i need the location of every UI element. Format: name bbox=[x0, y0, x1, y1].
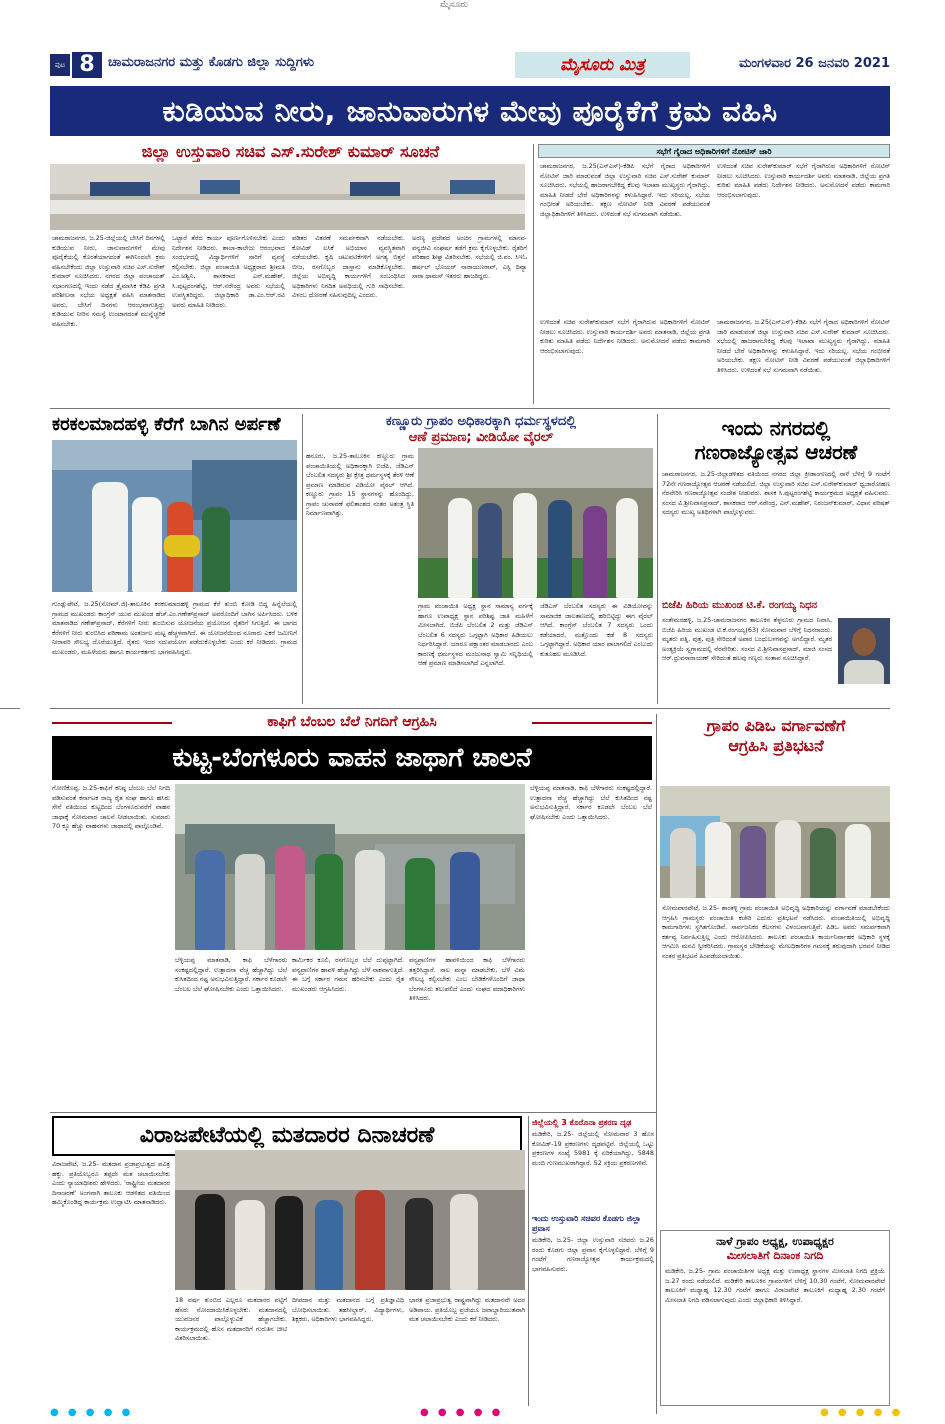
reservation-headline-1: ನಾಳೆ ಗ್ರಾಪಂ ಅಧ್ಯಕ್ಷ, ಉಪಾಧ್ಯಕ್ಷರ bbox=[716, 1235, 834, 1248]
registration-marks-center: ● ● ● ● ● bbox=[420, 1407, 504, 1418]
tour-body: ಮಡಿಕೇರಿ, ಜ.25- ಜಿಲ್ಲಾ ಉಸ್ತುವಾರಿ ಸಚಿವರು ಜ.26 ರಂದು ಕೊಡಗು ಜಿಲ್ಲಾ ಪ್ರವಾಸ ಕೈಗೊಳ್ಳಲಿದ್ದಾರೆ. ಬೆಳಿಗ್ಗೆ 9 ಗಂಟೆಗೆ ಗಣರಾಜ್ಯೋತ್ಸವ ಕಾರ್ಯಕ್ರಮದಲ್ಲಿ ಭಾಗವಹಿಸುವರು. bbox=[532, 1236, 654, 1273]
registration-marks-right: ● ● ● ● ● bbox=[820, 1407, 904, 1418]
side-body-col4: ಚಾಮರಾಜನಗರ, ಜ.25(ಎಸ್‍ಎಸ್)-ಕೆಡಿಪಿ ಸಭೆಗೆ ಗೈರಾದ ಅಧಿಕಾರಿಗಳಿಗೆ ನೋಟಿಸ್ ಜಾರಿ ಮಾಡುವಂತೆ ಜಿಲ್ಲಾ ಉಸ್ತುವಾರಿ ಸಚಿವ ಎಸ್.ಸುರೇಶ್ ಕುಮಾರ್ ಸೂಚಿಸಿದರು. ಸಭೆಯಲ್ಲಿ ಹಾಜರಾಗಬೇಕಿದ್ದ ಕೆಲವು ಇಲಾಖಾ ಮುಖ್ಯಸ್ಥರು ಗೈರಾಗಿದ್ದು, ಮಾಹಿತಿ ನೀಡದೆ ಬೇರೆ ಅಧಿಕಾರಿಗಳನ್ನು ಕಳುಹಿಸಿದ್ದಾರೆ. ಇದು ಸರಿಯಲ್ಲ. ಸಭೆಯ ಗಂಭೀರತೆ ಅರಿಯಬೇಕು. ತಕ್ಷಣ ನೋಟಿಸ್ ನೀಡಿ ವಿವರಣೆ ಪಡೆಯುವಂತೆ ಜಿಲ್ಲಾಧಿಕಾರಿಗಳಿಗೆ ತಿಳಿಸಿದರು. ಉಳಿದಂತೆ ಸಭೆ ಸುಗಮವಾಗಿ ನಡೆಯಿತು. bbox=[717, 318, 890, 374]
reservation-body: ಮಡಿಕೇರಿ, ಜ.25- ಗ್ರಾಮ ಪಂಚಾಯಿತಿಗಳ ಅಧ್ಯಕ್ಷ ಮತ್ತು ಉಪಾಧ್ಯಕ್ಷ ಸ್ಥಾನಗಳ ಮೀಸಲಾತಿ ನಿಗದಿ ಪ್ರಕ್ರಿಯೆ ಜ.27 ರಂದು ನಡೆಯಲಿದೆ. ಮಡಿಕೇರಿ ತಾಲೂಕಿನ ಗ್ರಾಪಂಗಳಿಗೆ ಬೆಳಿಗ್ಗೆ 10.30 ಗಂಟೆಗೆ, ಸೋಮವಾರಪೇಟೆ ತಾಲೂಕಿಗೆ ಮಧ್ಯಾಹ್ನ 12.30 ಗಂಟೆಗೆ ಹಾಗೂ ವಿರಾಜಪೇಟೆ ತಾಲೂಕಿಗೆ ಮಧ್ಯಾಹ್ನ 2.30 ಗಂಟೆಗೆ ಮೀಸಲಾತಿ ನಿಗದಿ ಪಡಿಸಲಾಗುವುದು ಎಂದು ಜಿಲ್ಲಾಧಿಕಾರಿ ತಿಳಿಸಿದ್ದಾರೆ. bbox=[665, 1267, 885, 1304]
oath-body-col1: ಹನೂರು, ಜ.25-ತಾಲೂಕಿನ ಕಣ್ಣೂರು ಗ್ರಾಮ ಪಂಚಾಯಿತಿಯಲ್ಲಿ ಅಧಿಕಾರಕ್ಕಾಗಿ ಬಿಜೆಪಿ, ಜೆಡಿಎಸ್ ಬೆಂಬಲಿತ ಸದಸ್ಯರು ಶ್ರೀ ಕ್ಷೇತ್ರ ಧರ್ಮಸ್ಥಳಕ್ಕೆ ತೆರಳಿ ಆಣೆ ಪ್ರಮಾಣ ಮಾಡಿರುವ ವಿಡಿಯೋ ವೈರಲ್ ಆಗಿದೆ. ಕಣ್ಣೂರು ಗ್ರಾಪಂ 15 ಸ್ಥಾನಗಳನ್ನು ಹೊಂದಿದ್ದು, ಗ್ರಾಪಂ ಚುನಾವಣೆ ಫಲಿತಾಂಶದ ನಂತರ ಅತಂತ್ರ ಸ್ಥಿತಿ ನಿರ್ಮಾಣವಾಗಿತ್ತು. bbox=[306, 452, 414, 517]
coffee-rally-photo bbox=[175, 784, 525, 950]
reservation-box bbox=[660, 1230, 890, 1406]
lead-body-col3: ಪಡಿತರ ವಿತರಣೆ ಸಮರ್ಪಕವಾಗಿ ನಡೆಯಬೇಕು. ಕೋವಿಡ್ ಲಸಿಕೆ ಅಭಿಯಾನ ವ್ಯವಸ್ಥಿತವಾಗಿ ನಡೆಯಬೇಕು. ಕೃಷಿ ಚಟುವಟಿಕೆಗಳಿಗೆ ಅಗತ್ಯ ಬಿತ್ತನೆ ಬೀಜ, ರಸಗೊಬ್ಬರ ದಾಸ್ತಾನು ಮಾಡಿಕೊಳ್ಳಬೇಕು. ಜಿಲ್ಲೆಯ ಅಭಿವೃದ್ಧಿ ಕಾರ್ಯಗಳಿಗೆ ಸಂಬಂಧಿಸಿದ ಅಧಿಕಾರಿಗಳು ನಿಗದಿತ ಅವಧಿಯಲ್ಲಿ ಗುರಿ ಸಾಧಿಸಬೇಕು. ವಿಳಂಬ ಧೋರಣೆ ಸಹಿಸುವುದಿಲ್ಲ ಎಂದರು. bbox=[292, 234, 405, 299]
obituary-body: ಸಂತೇಮರಹಳ್ಳಿ, ಜ.25-ಚಾಮರಾಜನಗರ ತಾಲೂಕಿನ ತೆಳ್ಳನೂರು ಗ್ರಾಮದ ನಿವಾಸಿ, ಬಿಜೆಪಿ ಹಿರಿಯ ಮುಖಂಡ ಟಿ.ಕೆ.ರಂಗಯ್ಯ(63) ಸೋಮವಾರ ಬೆಳಿಗ್ಗೆ ನಿಧನರಾದರು. ಮೃತರು ಪತ್ನಿ, ಪುತ್ರ, ಪುತ್ರಿ ಸೇರಿದಂತೆ ಅಪಾರ ಬಂಧುಬಳಗವನ್ನು ಅಗಲಿದ್ದಾರೆ. ಮೃತರ ಅಂತ್ಯಕ್ರಿಯೆ ಸ್ವಗ್ರಾಮದಲ್ಲಿ ನೆರವೇರಿತು. ಸಂಸದ ವಿ.ಶ್ರೀನಿವಾಸಪ್ರಸಾದ್, ಮಾಜಿ ಸಂಸದ ಆರ್.ಧ್ರುವನಾರಾಯಣ್ ಸೇರಿದಂತೆ ಹಲವು ಗಣ್ಯರು ಸಂತಾಪ ಸೂಚಿಸಿದ್ದಾರೆ. bbox=[662, 616, 832, 662]
lead-body-col2: ಒಟ್ಟಾರೆ ತೆರೆದ ಕಾರ್ಯ ಪೂರ್ಣಗೊಳಿಸಬೇಕು ಎಂದು ನಿರ್ದೇಶನ ನೀಡಿದರು. ಶಾಲಾ-ಕಾಲೇಜು ಆರಂಭವಾದ ಸಂದರ್ಭದಲ್ಲಿ ವಿದ್ಯಾರ್ಥಿಗಳಿಗೆ ಸಾರಿಗೆ ವ್ಯವಸ್ಥೆ ಕಲ್ಪಿಸಬೇಕು. ಜಿಲ್ಲಾ ಪಂಚಾಯಿತಿ ಅಧ್ಯಕ್ಷರಾದ ಶ್ರೀಮತಿ ಎಂ.ಅಶ್ವಿನಿ, ಶಾಸಕರಾದ ಎನ್.ಮಹೇಶ್, ಸಿ.ಪುಟ್ಟರಂಗಶೆಟ್ಟಿ, ಆರ್.ನರೇಂದ್ರ ಅವರು ಸಭೆಯಲ್ಲಿ ಉಪಸ್ಥಿತರಿದ್ದರು. ಜಿಲ್ಲಾಧಿಕಾರಿ ಡಾ.ಎಂ.ಆರ್.ರವಿ ಅವರು ಮಾಹಿತಿ ನೀಡಿದರು. bbox=[172, 234, 285, 309]
voters-body-col2: 18 ವರ್ಷ ತುಂಬಿದ ಎಲ್ಲರೂ ಮತದಾರರ ಪಟ್ಟಿಗೆ ಹೆಸರು ನೋಂದಾಯಿಸಿಕೊಳ್ಳಬೇಕು. ಮತದಾನದಲ್ಲಿ ಯುವಜನರ ಪಾಲ್ಗೊಳ್ಳುವಿಕೆ ಹೆಚ್ಚಾಗಬೇಕು. ಕಾರ್ಯಕ್ರಮದಲ್ಲಿ ಹೊಸ ಮತದಾರರಿಗೆ ಗುರುತಿನ ಚೀಟಿ ವಿತರಿಸಲಾಯಿತು. bbox=[175, 1296, 287, 1342]
section-title: ಚಾಮರಾಜನಗರ ಮತ್ತು ಕೊಡಗು ಜಿಲ್ಲಾ ಸುದ್ದಿಗಳು bbox=[108, 55, 315, 70]
voters-body-col3: ದೀಪದಾನ ಮತ್ತು ಮತದಾನದ ಬಗ್ಗೆ ಪ್ರತಿಜ್ಞಾವಿಧಿ ಬೋಧಿಸಲಾಯಿತು. ತಹಸೀಲ್ದಾರ್, ವಿದ್ಯಾರ್ಥಿಗಳು, ಶಿಕ್ಷಕರು, ಅಧಿಕಾರಿಗಳು ಭಾಗವಹಿಸಿದ್ದರು. bbox=[292, 1296, 404, 1323]
top-strip bbox=[0, 0, 945, 40]
lead-banner: ಕುಡಿಯುವ ನೀರು, ಜಾನುವಾರುಗಳ ಮೇವು ಪೂರೈಕೆಗೆ ಕ್ರಮ ವಹಿಸಿ bbox=[50, 86, 890, 136]
registration-marks-left: ● ● ● ● ● bbox=[50, 1407, 134, 1418]
side-subhead: ಸಭೆಗೆ ಗೈರಾದ ಅಧಿಕಾರಿಗಳಿಗೆ ನೋಟಿಸ್ ಜಾರಿ bbox=[656, 147, 772, 156]
protest-photo bbox=[660, 786, 890, 898]
coffee-body-col3: ಕಾರ್ಮಿಕರ ಕೂಲಿ, ರಸಗೊಬ್ಬರ ಬೆಲೆ ದುಪ್ಪಟ್ಟಾಗಿದೆ. ವನ್ಯಪ್ರಾಣಿಗಳ ಹಾವಳಿ ಹೆಚ್ಚಾಗಿದ್ದು ಬೆಳೆ ನಾಶವಾಗುತ್ತಿದೆ. ಈ ಬಗ್ಗೆ ಸರ್ಕಾರ ಗಮನ ಹರಿಸಬೇಕು ಎಂದು ರೈತ ಮುಖಂಡರು ಆಗ್ರಹಿಸಿದರು. bbox=[292, 956, 404, 993]
meeting-photo bbox=[50, 164, 525, 230]
oath-body-col3: ಜೆಡಿಎಸ್ ಬೆಂಬಲಿತ ಸದಸ್ಯರು ಈ ವಿಡಿಯೋವನ್ನು ಸಾಮಾಜಿಕ ಜಾಲತಾಣದಲ್ಲಿ ಹರಿಬಿಟ್ಟಿದ್ದು ಈಗ ವೈರಲ್ ಆಗಿದೆ. ಕಾಂಗ್ರೆಸ್ ಬೆಂಬಲಿತ 7 ಸದಸ್ಯರು ಒಂದು ಕಡೆಯಾದರೆ, ಮತ್ತೊಂದು ಕಡೆ 8 ಸದಸ್ಯರು ಒಗ್ಗಟ್ಟಾಗಿದ್ದಾರೆ. ಅಧಿಕಾರ ಯಾರ ಪಾಲಾಗಲಿದೆ ಎಂಬುದು ಕುತೂಹಲ ಮೂಡಿಸಿದೆ. bbox=[540, 602, 653, 658]
side-body-col1: ಚಾಮರಾಜನಗರ, ಜ.25(ಎಸ್‍ಎಸ್)-ಕೆಡಿಪಿ ಸಭೆಗೆ ಗೈರಾದ ಅಧಿಕಾರಿಗಳಿಗೆ ನೋಟಿಸ್ ಜಾರಿ ಮಾಡುವಂತೆ ಜಿಲ್ಲಾ ಉಸ್ತುವಾರಿ ಸಚಿವ ಎಸ್.ಸುರೇಶ್ ಕುಮಾರ್ ಸೂಚಿಸಿದರು. ಸಭೆಯಲ್ಲಿ ಹಾಜರಾಗಬೇಕಿದ್ದ ಕೆಲವು ಇಲಾಖಾ ಮುಖ್ಯಸ್ಥರು ಗೈರಾಗಿದ್ದು, ಮಾಹಿತಿ ನೀಡದೆ ಬೇರೆ ಅಧಿಕಾರಿಗಳನ್ನು ಕಳುಹಿಸಿದ್ದಾರೆ. ಇದು ಸರಿಯಲ್ಲ. ಸಭೆಯ ಗಂಭೀರತೆ ಅರಿಯಬೇಕು. ತಕ್ಷಣ ನೋಟಿಸ್ ನೀಡಿ ವಿವರಣೆ ಪಡೆಯುವಂತೆ ಜಿಲ್ಲಾಧಿಕಾರಿಗಳಿಗೆ ತಿಳಿಸಿದರು. ಉಳಿದಂತೆ ಸಭೆ ಸುಗಮವಾಗಿ ನಡೆಯಿತು. bbox=[540, 162, 710, 218]
coffee-headline: ಕುಟ್ಟ-ಬೆಂಗಳೂರು ವಾಹನ ಜಾಥಾಗೆ ಚಾಲನೆ bbox=[172, 743, 532, 773]
reservation-headline-2: ಮೀಸಲಾತಿಗೆ ದಿನಾಂಕ ನಿಗದಿ bbox=[726, 1249, 824, 1262]
protest-body: ಸೋಮವಾರಪೇಟೆ, ಜ.25- ಶಾಂತಳ್ಳಿ ಗ್ರಾಮ ಪಂಚಾಯಿತಿ ಅಭಿವೃದ್ಧಿ ಅಧಿಕಾರಿಯನ್ನು ವರ್ಗಾವಣೆ ಮಾಡಬೇಕೆಂದು ಆಗ್ರಹಿಸಿ ಗ್ರಾಮಸ್ಥರು ಪಂಚಾಯಿತಿ ಕಚೇರಿ ಎದುರು ಪ್ರತಿಭಟನೆ ನಡೆಸಿದರು. ಪಂಚಾಯಿತಿಯಲ್ಲಿ ಅಭಿವೃದ್ಧಿ ಕಾಮಗಾರಿಗಳು ಸ್ಥಗಿತಗೊಂಡಿವೆ. ಸಾರ್ವಜನಿಕರ ಕೆಲಸಗಳು ವಿಳಂಬವಾಗುತ್ತಿವೆ. ಪಿಡಿಒ ಅವರು ಸಮರ್ಪಕವಾಗಿ ಕರ್ತವ್ಯ ನಿರ್ವಹಿಸುತ್ತಿಲ್ಲ ಎಂದು ಆರೋಪಿಸಿದರು. ತಾಲೂಕು ಪಂಚಾಯಿತಿ ಕಾರ್ಯನಿರ್ವಾಹಕ ಅಧಿಕಾರಿ ಸ್ಥಳಕ್ಕೆ ಆಗಮಿಸಿ ಮನವಿ ಸ್ವೀಕರಿಸಿದರು. ಗ್ರಾಮಸ್ಥರ ಬೇಡಿಕೆಯನ್ನು ಮೇಲಧಿಕಾರಿಗಳ ಗಮನಕ್ಕೆ ತರುವುದಾಗಿ ಭರವಸೆ ನೀಡಿದ ನಂತರ ಪ್ರತಿಭಟನೆ ಹಿಂಪಡೆಯಲಾಯಿತು. bbox=[662, 904, 890, 960]
oath-photo bbox=[418, 448, 653, 598]
oath-headline-1: ಕಣ್ಣೂರು ಗ್ರಾಪಂ ಅಧಿಕಾರಕ್ಕಾಗಿ ಧರ್ಮಸ್ಥಳದಲ್ಲಿ bbox=[385, 414, 577, 429]
oath-body-col2: ಗ್ರಾಮ ಪಂಚಾಯಿತಿ ಅಧ್ಯಕ್ಷ ಸ್ಥಾನ ಸಾಮಾನ್ಯ ವರ್ಗಕ್ಕೆ ಹಾಗೂ ಉಪಾಧ್ಯಕ್ಷ ಸ್ಥಾನ ಪರಿಶಿಷ್ಟ ಜಾತಿ ಮಹಿಳೆಗೆ ಮೀಸಲಾಗಿದೆ. ಬಿಜೆಪಿ ಬೆಂಬಲಿತ 2 ಮತ್ತು ಜೆಡಿಎಸ್ ಬೆಂಬಲಿತ 6 ಸದಸ್ಯರು ಒಗ್ಗಟ್ಟಾಗಿ ಅಧಿಕಾರ ಹಿಡಿಯಲು ನಿರ್ಧರಿಸಿದ್ದಾರೆ. ಯಾರೂ ಪಕ್ಷಾಂತರ ಮಾಡಬಾರದು ಎಂಬ ಕಾರಣಕ್ಕೆ ಧರ್ಮಸ್ಥಳದ ಮಂಜುನಾಥ ಸ್ವಾಮಿ ಸನ್ನಿಧಿಯಲ್ಲಿ ಆಣೆ ಪ್ರಮಾಣ ಮಾಡಿಸಲಾಗಿದೆ ಎನ್ನಲಾಗಿದೆ. bbox=[418, 602, 533, 667]
page-header bbox=[50, 52, 890, 80]
lake-body: ಗುಂಡ್ಲುಪೇಟೆ, ಜ.25(ಸೋಮ್.ಜಿ)-ತಾಲೂಕಿನ ಕರಕಲಮಾದಹಳ್ಳಿ ಗ್ರಾಮದ ಕೆರೆ ತುಂಬಿ ಕೋಡಿ ಬಿದ್ದ ಹಿನ್ನೆಲೆಯಲ್ಲಿ ಗ್ರಾಮದ ಮುಖಂಡರು ಕಾಂಗ್ರೆಸ್ ಯುವ ಮುಖಂಡ ಹೆಚ್.ಎಂ.ಗಣೇಶ್‍ಪ್ರಸಾದ್ ಅವರೊಂದಿಗೆ ಬಾಗಿನ ಅರ್ಪಿಸಿದರು. ಬಳಿಕ ಮಾತನಾಡಿದ ಗಣೇಶ್‍ಪ್ರಸಾದ್, ಕೆರೆಗಳಿಗೆ ನೀರು ತುಂಬಿಸುವ ಯೋಜನೆಯ ಪ್ರಯೋಜನ ರೈತರಿಗೆ ಸಿಗುತ್ತಿದೆ. ಈ ಭಾಗದ ಕೆರೆಗಳಿಗೆ ನೀರು ತುಂಬಿಸಿದ ಪರಿಣಾಮ ಅಂತರ್ಜಲ ಮಟ್ಟ ಹೆಚ್ಚಳವಾಗಿದೆ. ಈ ಯೋಜನೆಯಿಂದ ನೂರಾರು ಎಕರೆ ಜಮೀನಿಗೆ ನೀರಾವರಿ ಸೌಲಭ್ಯ ದೊರೆಯುತ್ತಿದೆ. ರೈತರು ಇದರ ಸದುಪಯೋಗ ಪಡೆದುಕೊಳ್ಳಬೇಕು ಎಂದು ಕರೆ ನೀಡಿದರು. ಗ್ರಾಮದ ಮುಖಂಡರು, ಮಹಿಳೆಯರು ಹಾಗೂ ಕಾರ್ಯಕರ್ತರು ಭಾಗವಹಿಸಿದ್ದರು. bbox=[52, 600, 297, 656]
side-body-col2: ಉಳಿದಂತೆ ಸಚಿವ ಸುರೇಶ್‍ಕುಮಾರ್ ಸಭೆಗೆ ಗೈರಾಗಿರುವ ಅಧಿಕಾರಿಗಳಿಗೆ ನೋಟಿಸ್ ನೀಡಲು ಸೂಚಿಸಿದರು. ಉಸ್ತುವಾರಿ ಕಾರ್ಯದರ್ಶಿ ಅವರು ಮಾತನಾಡಿ, ಜಿಲ್ಲೆಯ ಪ್ರಗತಿ ಕುರಿತು ಮಾಹಿತಿ ಪಡೆದು ನಿರ್ದೇಶನ ನೀಡಿದರು. ಅನುಮೋದನೆ ಪಡೆದು ಕಾಮಗಾರಿ ಆರಂಭಿಸಲಾಗುವುದು. bbox=[717, 162, 890, 199]
masthead: ಮೈಸೂರು ಮಿತ್ರ bbox=[515, 52, 690, 78]
coffee-body-col5: ಬೆಳ್ಳಿಯಪ್ಪ ಮಾತನಾಡಿ, ಕಾಫಿ ಬೆಳೆಗಾರರು ಸಂಕಷ್ಟದಲ್ಲಿದ್ದಾರೆ. ಉತ್ಪಾದನಾ ವೆಚ್ಚ ಹೆಚ್ಚಾಗಿದ್ದು ಬೆಲೆ ಕುಸಿತದಿಂದ ನಷ್ಟ ಅನುಭವಿಸುತ್ತಿದ್ದಾರೆ. ಸರ್ಕಾರ ಕೂಡಲೇ ಬೆಂಬಲ ಬೆಲೆ ಘೋಷಿಸಬೇಕು ಎಂದು ಒತ್ತಾಯಿಸಿದರು. bbox=[530, 784, 652, 821]
top-cut-text: ಮೈಸೂರು bbox=[440, 0, 468, 10]
lake-headline: ಕರಕಲಮಾದಹಳ್ಳಿ ಕೆರೆಗೆ ಬಾಗಿನ ಅರ್ಪಣೆ bbox=[52, 414, 281, 435]
coffee-body-col2: ಬೆಳ್ಳಿಯಪ್ಪ ಮಾತನಾಡಿ, ಕಾಫಿ ಬೆಳೆಗಾರರು ಸಂಕಷ್ಟದಲ್ಲಿದ್ದಾರೆ. ಉತ್ಪಾದನಾ ವೆಚ್ಚ ಹೆಚ್ಚಾಗಿದ್ದು ಬೆಲೆ ಕುಸಿತದಿಂದ ನಷ್ಟ ಅನುಭವಿಸುತ್ತಿದ್ದಾರೆ. ಸರ್ಕಾರ ಕೂಡಲೇ ಬೆಂಬಲ ಬೆಲೆ ಘೋಷಿಸಬೇಕು ಎಂದು ಒತ್ತಾಯಿಸಿದರು. bbox=[175, 956, 287, 993]
protest-headline-1: ಗ್ರಾಪಂ ಪಿಡಿಒ ವರ್ಗಾವಣೆಗೆ bbox=[706, 716, 846, 735]
side-subhead-box bbox=[538, 144, 890, 158]
coffee-kicker: ಕಾಫಿಗೆ ಬೆಂಬಲ ಬೆಲೆ ನಿಗದಿಗೆ ಆಗ್ರಹಿಸಿ bbox=[267, 714, 437, 730]
republic-body: ಚಾಮರಾಜನಗರ, ಜ.25-ಜಿಲ್ಲಾಡಳಿತದ ವತಿಯಿಂದ ನಗರದ ಜಿಲ್ಲಾ ಕ್ರೀಡಾಂಗಣದಲ್ಲಿ ನಾಳೆ ಬೆಳಿಗ್ಗೆ 9 ಗಂಟೆಗೆ 72ನೇ ಗಣರಾಜ್ಯೋತ್ಸವ ಆಚರಣೆ ನಡೆಯಲಿದೆ. ಜಿಲ್ಲಾ ಉಸ್ತುವಾರಿ ಸಚಿವ ಎಸ್.ಸುರೇಶ್‍ಕುಮಾರ್ ಧ್ವಜಾರೋಹಣ ನೆರವೇರಿಸಿ ಗಣರಾಜ್ಯೋತ್ಸವ ಸಂದೇಶ ನೀಡುವರು. ಶಾಸಕ ಸಿ.ಪುಟ್ಟರಂಗಶೆಟ್ಟಿ ಕಾರ್ಯಕ್ರಮದ ಅಧ್ಯಕ್ಷತೆ ವಹಿಸುವರು. ಸಂಸದ ವಿ.ಶ್ರೀನಿವಾಸಪ್ರಸಾದ್, ಶಾಸಕರಾದ ಆರ್.ನರೇಂದ್ರ, ಎನ್.ಮಹೇಶ್, ನಿರಂಜನ್‍ಕುಮಾರ್, ವಿಧಾನ ಪರಿಷತ್ ಸದಸ್ಯರು ಮುಖ್ಯ ಅತಿಥಿಗಳಾಗಿ ಪಾಲ್ಗೊಳ್ಳುವರು. bbox=[662, 470, 890, 516]
republic-headline-2: ಗಣರಾಜ್ಯೋತ್ಸವ ಆಚರಣೆ bbox=[694, 440, 858, 464]
issue-date: ಮಂಗಳವಾರ 26 ಜನವರಿ 2021 bbox=[738, 56, 890, 71]
coffee-kicker-row bbox=[52, 714, 652, 732]
coffee-body-col4: ವನ್ಯಪ್ರಾಣಿಗಳ ಹಾವಳಿಯಿಂದ ಕಾಫಿ ಬೆಳೆಗಾರರು ತತ್ತರಿಸಿದ್ದಾರೆ. ಸಾಲ ಮನ್ನಾ ಮಾಡಬೇಕು, ಬೆಳೆ ವಿಮೆ ಸೌಲಭ್ಯ ಕಲ್ಪಿಸಬೇಕು ಎಂಬ ಬೇಡಿಕೆಗಳೊಂದಿಗೆ ಜಾಥಾ ಬೆಂಗಳೂರು ತಲುಪಲಿದೆ ಎಂದು ಸಂಘದ ಪದಾಧಿಕಾರಿಗಳು ತಿಳಿಸಿದರು. bbox=[409, 956, 525, 1002]
covid-body: ಮಡಿಕೇರಿ, ಜ.25- ಜಿಲ್ಲೆಯಲ್ಲಿ ಸೋಮವಾರ 3 ಹೊಸ ಕೋವಿಡ್-19 ಪ್ರಕರಣಗಳು ದೃಢಪಟ್ಟಿವೆ. ಜಿಲ್ಲೆಯಲ್ಲಿ ಒಟ್ಟು ಪ್ರಕರಣಗಳ ಸಂಖ್ಯೆ 5981 ಕ್ಕೆ ಏರಿಕೆಯಾಗಿದ್ದು, 5848 ಮಂದಿ ಗುಣಮುಖರಾಗಿದ್ದಾರೆ. 52 ಸಕ್ರಿಯ ಪ್ರಕರಣಗಳಿವೆ. bbox=[532, 1130, 654, 1167]
obituary-portrait bbox=[838, 618, 890, 684]
lake-photo bbox=[52, 440, 297, 592]
page-number: 8 bbox=[72, 52, 102, 78]
voters-body-col1: ವಿರಾಜಪೇಟೆ, ಜ.25- ಮತದಾನ ಪ್ರಜಾಪ್ರಭುತ್ವದ ಪವಿತ್ರ ಹಕ್ಕು. ಪ್ರತಿಯೊಬ್ಬರೂ ತಪ್ಪದೇ ಮತ ಚಲಾಯಿಸಬೇಕು ಎಂದು ನ್ಯಾಯಾಧೀಶರು ಹೇಳಿದರು. 'ರಾಷ್ಟ್ರೀಯ ಮತದಾರರ ದಿನಾಚರಣೆ' ಅಂಗವಾಗಿ ತಾಲೂಕು ಆಡಳಿತದ ವತಿಯಿಂದ ಹಮ್ಮಿಕೊಂಡಿದ್ದ ಕಾರ್ಯಕ್ರಮ ಉದ್ಘಾಟಿಸಿ ಮಾತನಾಡಿದರು. bbox=[52, 1160, 170, 1206]
side-body-col3: ಉಳಿದಂತೆ ಸಚಿವ ಸುರೇಶ್‍ಕುಮಾರ್ ಸಭೆಗೆ ಗೈರಾಗಿರುವ ಅಧಿಕಾರಿಗಳಿಗೆ ನೋಟಿಸ್ ನೀಡಲು ಸೂಚಿಸಿದರು. ಉಸ್ತುವಾರಿ ಕಾರ್ಯದರ್ಶಿ ಅವರು ಮಾತನಾಡಿ, ಜಿಲ್ಲೆಯ ಪ್ರಗತಿ ಕುರಿತು ಮಾಹಿತಿ ಪಡೆದು ನಿರ್ದೇಶನ ನೀಡಿದರು. ಅನುಮೋದನೆ ಪಡೆದು ಕಾಮಗಾರಿ ಆರಂಭಿಸಲಾಗುವುದು. bbox=[540, 318, 710, 355]
covid-headline: ಜಿಲ್ಲೆಯಲ್ಲಿ 3 ಕೊರೊನಾ ಪ್ರಕರಣ ದೃಢ bbox=[532, 1118, 632, 1127]
republic-headline-1: ಇಂದು ನಗರದಲ್ಲಿ bbox=[721, 416, 831, 440]
lead-subhead: ಜಿಲ್ಲಾ ಉಸ್ತುವಾರಿ ಸಚಿವ ಎಸ್.ಸುರೇಶ್ ಕುಮಾರ್ ಸೂಚನೆ bbox=[141, 142, 440, 161]
obituary-headline: ಬಿಜೆಪಿ ಹಿರಿಯ ಮುಖಂಡ ಟಿ.ಕೆ. ರಂಗಯ್ಯ ನಿಧನ bbox=[662, 600, 818, 611]
coffee-body-col1: ಗೋಣಿಕೊಪ್ಪ, ಜ.25-ಕಾಫಿಗೆ ಕನಿಷ್ಠ ಬೆಂಬಲ ಬೆಲೆ ನಿಗದಿ ಪಡಿಸುವಂತೆ ಕರ್ನಾಟಕ ರಾಜ್ಯ ರೈತ ಸಂಘ ಹಾಗೂ ಹಸಿರು ಸೇನೆ ವತಿಯಿಂದ ಕುಟ್ಟದಿಂದ ಬೆಂಗಳೂರುವರೆಗೆ ವಾಹನ ಜಾಥಾಕ್ಕೆ ಸೋಮವಾರ ಚಾಲನೆ ನೀಡಲಾಯಿತು. ಸುಮಾರು 70 ಕ್ಕೂ ಹೆಚ್ಚು ವಾಹನಗಳು ಜಾಥಾದಲ್ಲಿ ಪಾಲ್ಗೊಂಡಿವೆ. bbox=[52, 784, 170, 830]
coffee-headline-box bbox=[52, 736, 652, 780]
voters-body-col4: ಭಾರತ ಪ್ರಜಾಪ್ರಭುತ್ವ ರಾಷ್ಟ್ರವಾಗಿದ್ದು ಮತದಾನವೇ ಅದರ ಅಡಿಪಾಯ. ಪ್ರತಿಯೊಬ್ಬ ಪ್ರಜೆಯೂ ಜವಾಬ್ದಾರಿಯುತವಾಗಿ ಮತ ಚಲಾಯಿಸಬೇಕು ಎಂದು ಕರೆ ನೀಡಿದರು. bbox=[409, 1296, 525, 1323]
voters-headline: ವಿರಾಜಪೇಟೆಯಲ್ಲಿ ಮತದಾರರ ದಿನಾಚರಣೆ bbox=[139, 1123, 435, 1148]
lead-body-col4: ಅರಣ್ಯ ಪ್ರದೇಶದ ಅಂಚಿನ ಗ್ರಾಮಗಳಲ್ಲಿ ಮಾನವ-ವನ್ಯಜೀವಿ ಸಂಘರ್ಷ ತಡೆಗೆ ಕ್ರಮ ಕೈಗೊಳ್ಳಬೇಕು. ರೈತರಿಗೆ ಪರಿಹಾರ ಶೀಘ್ರ ವಿತರಿಸಬೇಕು. ಸಭೆಯಲ್ಲಿ ಜಿ.ಪಂ. ಸಿಇಓ ಹರ್ಷಲ್ ಭೊಯರ್ ನಾರಾಯಣರಾವ್, ಎಸ್ಪಿ ದಿವ್ಯಾ ಸಾರಾ ಥಾಮಸ್ ಇತರರು ಹಾಜರಿದ್ದರು. bbox=[412, 234, 527, 280]
voters-photo bbox=[175, 1150, 525, 1290]
oath-headline-2: ಆಣೆ ಪ್ರಮಾಣ; ವೀಡಿಯೋ ವೈರಲ್ bbox=[408, 430, 554, 445]
protest-headline-2: ಆಗ್ರಹಿಸಿ ಪ್ರತಿಭಟನೆ bbox=[728, 736, 824, 755]
page-label: ಪುಟ bbox=[50, 54, 70, 76]
lead-body-col1: ಚಾಮರಾಜನಗರ, ಜ.25-ಜಿಲ್ಲೆಯಲ್ಲಿ ಬೇಸಿಗೆ ದಿನಗಳಲ್ಲಿ ಕುಡಿಯುವ ನೀರು, ಜಾನುವಾರುಗಳಿಗೆ ಮೇವು ಪೂರೈಕೆಯಲ್ಲಿ ಕೊರತೆಯಾಗದಂತೆ ಈಗಿನಿಂದಲೇ ಕ್ರಮ ವಹಿಸಬೇಕೆಂದು ಜಿಲ್ಲಾ ಉಸ್ತುವಾರಿ ಸಚಿವ ಎಸ್.ಸುರೇಶ್ ಕುಮಾರ್ ಸೂಚಿಸಿದರು. ನಗರದ ಜಿಲ್ಲಾ ಪಂಚಾಯತ್ ಸಭಾಂಗಣದಲ್ಲಿ ಇಂದು ನಡೆದ ತ್ರೈಮಾಸಿಕ ಕೆಡಿಪಿ ಪ್ರಗತಿ ಪರಿಶೀಲನಾ ಸಭೆಯ ಅಧ್ಯಕ್ಷತೆ ವಹಿಸಿ ಮಾತನಾಡಿದ ಅವರು, ಬೇಸಿಗೆ ದಿನಗಳು ಆರಂಭವಾಗುತ್ತಿದ್ದು ಕುಡಿಯುವ ನೀರಿನ ಸಮಸ್ಯೆ ಉಂಟಾಗದಂತೆ ಮುನ್ನೆಚ್ಚರಿಕೆ ವಹಿಸಬೇಕು. bbox=[52, 234, 165, 328]
tour-headline: ಇಂದು ಉಸ್ತುವಾರಿ ಸಚಿವರ ಕೊಡಗು ಜಿಲ್ಲಾ ಪ್ರವಾಸ bbox=[532, 1214, 641, 1233]
